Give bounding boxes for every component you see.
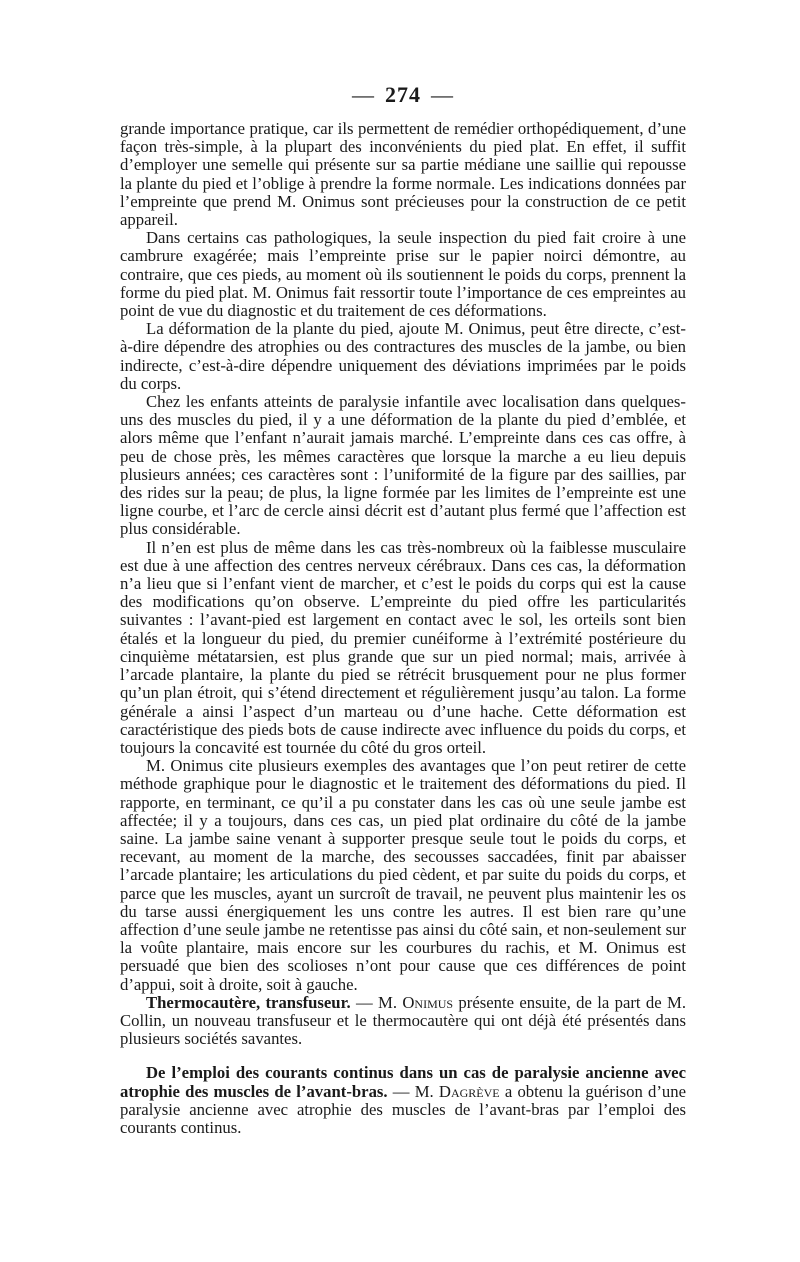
paragraph-4: Chez les enfants atteints de paralysie infantile avec localisation dans quelques-uns des muscles du pied, il y a une déformation de la plante du pied d’emblée, et alors même que l’enfant n’aurait jamais marché. L’empreinte dans ces cas offre, à peu de chose près, les mêmes caractères que lorsque la marche a eu lieu depuis plusieurs années; ces caractères sont : l’uniformité de la figure par des saillies, par des rides sur la peau; de plus, la ligne formée par les limites de l’empreinte est une ligne courbe, et l’arc de cercle ainsi décrit est d’autant plus fermé que l’affection est plus considérable. xyxy=(120,392,686,539)
document-page xyxy=(120,82,686,1137)
author-name: Dagrève xyxy=(438,1081,500,1101)
paragraph-1: grande importance pratique, car ils permettent de remédier orthopédiquement, d’une façon très-simple, à la plupart des inconvénients du pied plat. En effet, il suffit d’employer une semelle qui présente sur sa partie médiane une saillie qui repousse la plante du pied et l’oblige à prendre la forme normale. Les indications données par l’empreinte que prend M. Onimus sont précieuses pour la construction de ce petit appareil. xyxy=(120,119,686,230)
paragraph-2: Dans certains cas pathologiques, la seule inspection du pied fait croire à une cambrure exagérée; mais l’empreinte prise sur le papier noirci démontre, au contraire, que ces pieds, au moment où ils soutiennent le poids du corps, prennent la forme du pied plat. M. Onimus fait ressortir toute l’importance de ces empreintes au point de vue du diagnostic et du traitement de ces déformations. xyxy=(120,228,686,321)
paragraph-5: Il n’en est plus de même dans les cas très-nombreux où la faiblesse musculaire est due à une affection des centres nerveux cérébraux. Dans ces cas, la déformation n’a lieu que si l’enfant vient de marcher, et c’est le poids du corps qui est la cause des modifications qu’on observe. L’empreinte du pied offre les particularités suivantes : l’avant-pied est largement en contact avec le sol, les orteils sont bien étalés et la longueur du pied, du premier cunéiforme à l’extrémité postérieure du cinquième métatarsien, est plus grande que sur un pied normal; mais, arrivée à l’arcade plantaire, la plante du pied se rétrécit brusquement pour ne plus former qu’un plan étroit, qui s’étend directement et régulièrement jusqu’au talon. La forme générale a ainsi l’aspect d’un marteau ou d’une hache. Cette déformation est caractéristique des pieds bots de cause indirecte avec influence du poids du corps, et toujours la concavité est tournée du côté du gros orteil. xyxy=(120,537,686,757)
section-courants-continus: De l’emploi des courants continus dans un cas de paralysie ancienne avec atrophie des muscles de l’avant-bras. — M. Dagrève a obtenu la guérison d’une paralysie ancienne avec atrophie des muscles de l’avant-bras par l’emploi des courants continus. xyxy=(120,1063,687,1137)
section-heading: De l’emploi des courants continus dans un cas de paralysie ancienne avec atrophie des muscles de l’avant-bras. xyxy=(120,1063,686,1101)
paragraph-3: La déformation de la plante du pied, ajoute M. Onimus, peut être directe, c’est-à-dire dépendre des atrophies ou des contractures des muscles de la jambe, ou bien indirecte, c’est-à-dire dépendre uniquement des déviations imprimées par le poids du corps. xyxy=(120,319,686,393)
author-name: Onimus xyxy=(402,992,454,1012)
section-heading: Thermocautère, transfuseur. xyxy=(146,992,351,1012)
paragraph-6: M. Onimus cite plusieurs exemples des avantages que l’on peut retirer de cette méthode graphique pour le diagnostic et le traitement des déformations du pied. Il rapporte, en terminant, ce qu’il a pu constater dans les cas où une seule jambe est affectée; il y a toujours, dans ces cas, un pied plat ordinaire du côté de la jambe saine. La jambe saine venant à supporter presque seule tout le poids du corps, et recevant, au moment de la marche, des secousses saccadées, finit par abaisser l’arcade plantaire; les articulations du pied cèdent, et par suite du poids du corps, et parce que les muscles, ayant un surcroît de travail, ne peuvent plus maintenir les os du tarse aussi énergiquement les uns contre les autres. Il est bien rare qu’une affection d’une seule jambe ne retentisse pas ainsi du côté sain, et non-seulement sur la voûte plantaire, mais encore sur les courbures du rachis, et M. Onimus est persuadé que bien des scolioses n’ont pour cause que ces différences de point d’appui, soit à droite, soit à gauche. xyxy=(120,756,686,994)
section-thermocautere: Thermocautère, transfuseur. — M. Onimus présente ensuite, de la part de M. Collin, un nouveau transfuseur et le thermocautère qui ont déjà été présentés dans plusieurs sociétés savantes. xyxy=(120,992,686,1049)
page-number: — 274 — xyxy=(352,82,454,107)
page-number-value: 274 xyxy=(385,82,421,107)
